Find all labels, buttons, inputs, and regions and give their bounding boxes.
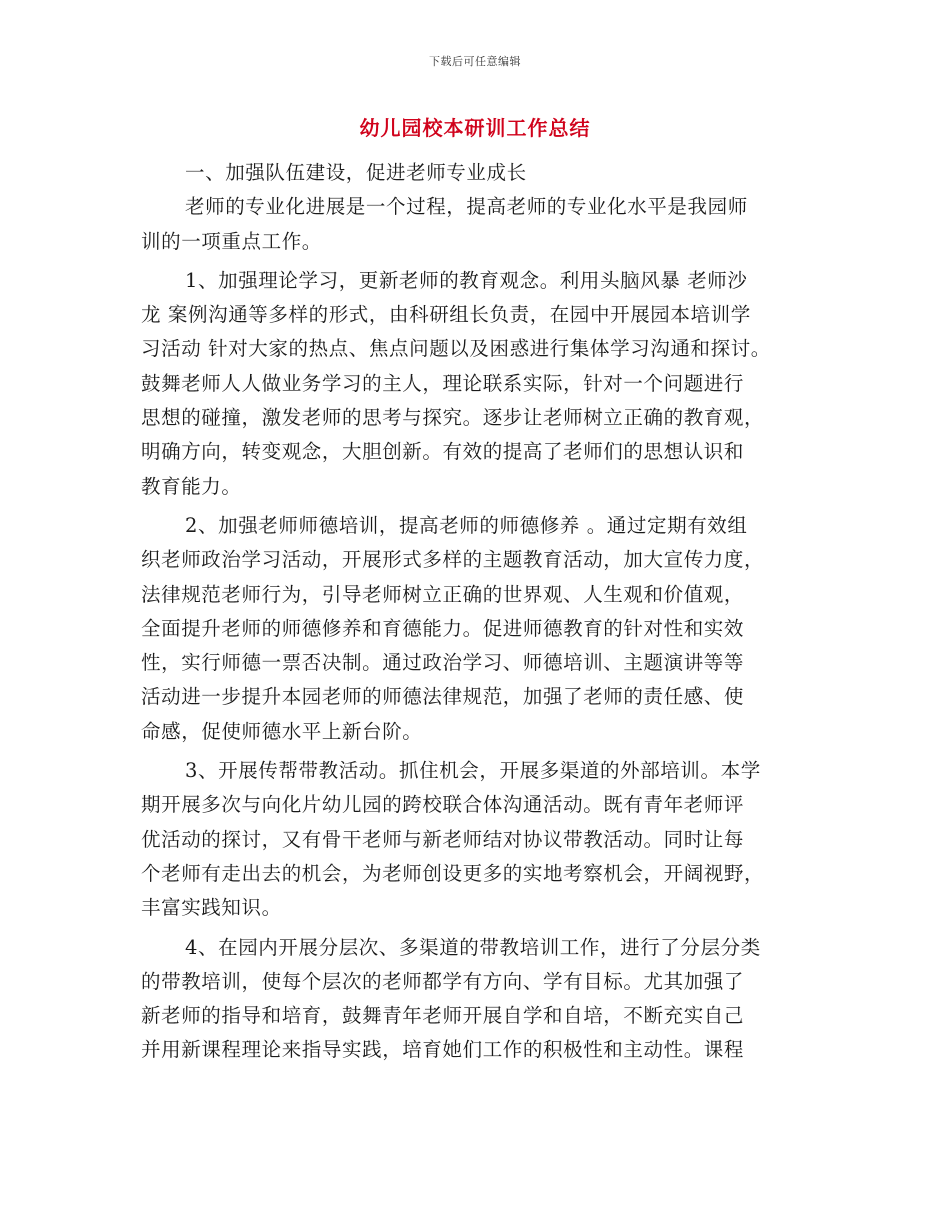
paragraph-line: 鼓舞老师人人做业务学习的主人，理论联系实际，针对一个问题进行: [141, 371, 745, 395]
paragraph-line: 老师的专业化进展是一个过程，提高老师的专业化水平是我园师: [185, 195, 748, 219]
paragraph-line: 龙 案例沟通等多样的形式，由科研组长负责，在园中开展园本培训学: [141, 303, 751, 327]
section-heading: 一、加强队伍建设，促进老师专业成长: [185, 161, 527, 184]
paragraph-line: 4、在园内开展分层次、多渠道的带教培训工作，进行了分层分类: [185, 935, 761, 959]
paragraph-line: 3、开展传帮带教活动。抓住机会，开展多渠道的外部培训。本学: [185, 759, 761, 783]
document-title: 幼儿园校本研训工作总结: [359, 116, 591, 140]
paragraph-line: 的带教培训，使每个层次的老师都学有方向、学有目标。尤其加强了: [141, 969, 745, 993]
paragraph-line: 思想的碰撞，激发老师的思考与探究。逐步让老师树立正确的教育观，: [141, 406, 765, 430]
paragraph-line: 法律规范老师行为，引导老师树立正确的世界观、人生观和价值观，: [141, 582, 745, 606]
paragraph-line: 丰富实践知识。: [141, 896, 282, 920]
paragraph-line: 1、加强理论学习，更新老师的教育观念。利用头脑风暴 老师沙: [185, 268, 748, 292]
paragraph-line: 活动进一步提升本园老师的师德法律规范，加强了老师的责任感、使: [141, 685, 745, 709]
paragraph-line: 明确方向，转变观念，大胆创新。有效的提高了老师们的思想认识和: [141, 440, 745, 464]
paragraph-line: 全面提升老师的师德修养和育德能力。促进师德教育的针对性和实效: [141, 616, 745, 640]
paragraph-line: 优活动的探讨，又有骨干老师与新老师结对协议带教活动。同时让每: [141, 827, 745, 851]
header-note: 下载后可任意编辑: [429, 55, 521, 68]
paragraph-line: 训的一项重点工作。: [141, 229, 322, 253]
paragraph-line: 并用新课程理论来指导实践，培育她们工作的积极性和主动性。课程: [141, 1038, 745, 1062]
paragraph-line: 期开展多次与向化片幼儿园的跨校联合体沟通活动。既有青年老师评: [141, 793, 745, 817]
paragraph-line: 个老师有走出去的机会，为老师创设更多的实地考察机会，开阔视野，: [141, 861, 765, 885]
paragraph-line: 教育能力。: [141, 474, 242, 498]
paragraph-line: 新老师的指导和培育，鼓舞青年老师开展自学和自培，不断充实自己: [141, 1004, 745, 1028]
paragraph-line: 织老师政治学习活动，开展形式多样的主题教育活动，加大宣传力度，: [141, 548, 765, 572]
document-body: [141, 156, 816, 1068]
paragraph-line: 命感，促使师德水平上新台阶。: [141, 719, 423, 743]
paragraph-line: 2、加强老师师德培训，提高老师的师德修养 。通过定期有效组: [185, 513, 748, 537]
paragraph-line: 习活动 针对大家的热点、焦点问题以及困惑进行集体学习沟通和探讨。: [141, 337, 771, 361]
paragraph-line: 性，实行师德一票否决制。通过政治学习、师德培训、主题演讲等等: [141, 651, 745, 675]
